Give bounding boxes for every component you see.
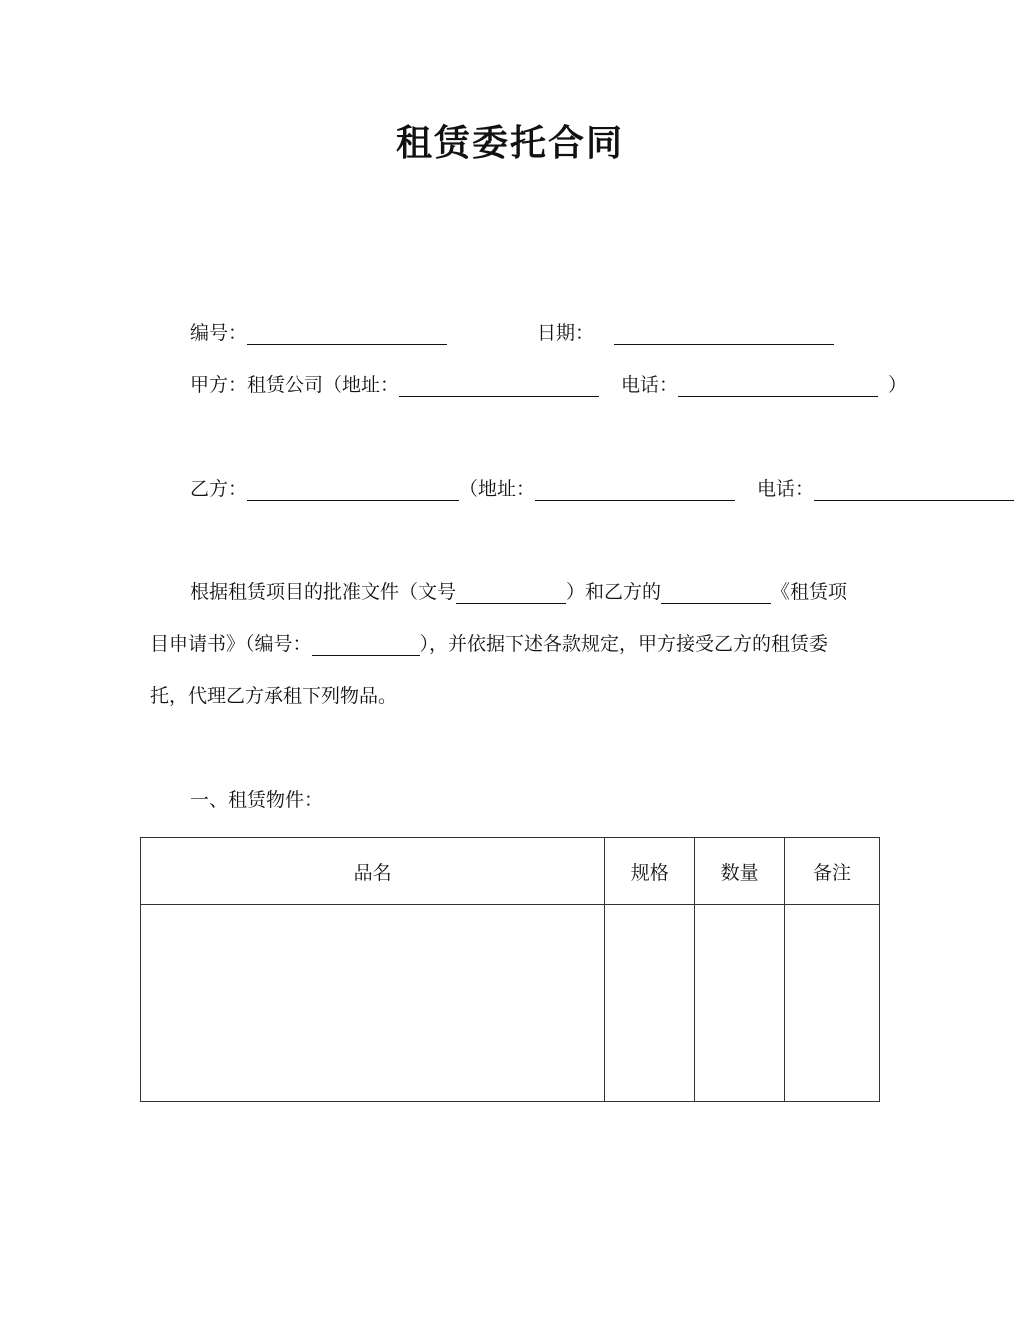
number-blank[interactable] <box>247 322 447 345</box>
header-spec: 规格 <box>605 838 695 905</box>
party-a-close-paren: ） <box>888 374 908 396</box>
party-a-address-blank[interactable] <box>399 374 599 397</box>
party-b-label: 乙方： <box>190 478 248 500</box>
application-number-blank[interactable] <box>312 633 420 656</box>
document-ref-blank[interactable] <box>456 581 566 604</box>
number-date-row <box>190 318 834 348</box>
cell-spec[interactable] <box>605 905 695 1102</box>
body-line-3: 托，代理乙方承租下列物品。 <box>150 685 398 707</box>
party-b-address-label: （地址： <box>459 478 536 500</box>
date-label: 日期： <box>537 322 595 344</box>
header-item-name: 品名 <box>141 838 605 905</box>
body-line-1 <box>150 577 890 629</box>
body-paragraph <box>150 577 890 733</box>
party-a-phone-label: 电话： <box>621 374 679 396</box>
applicant-blank[interactable] <box>661 581 771 604</box>
party-b-address-blank[interactable] <box>535 478 735 501</box>
body-line-1-part-3: 《租赁项 <box>771 581 848 603</box>
table-row <box>141 905 880 1102</box>
party-a-row <box>190 370 907 400</box>
body-line-1-part-1: 根据租赁项目的批准文件（文号 <box>190 581 457 603</box>
party-b-row <box>190 474 1014 504</box>
header-remarks: 备注 <box>785 838 880 905</box>
party-b-phone-label: 电话： <box>757 478 815 500</box>
body-line-2 <box>150 629 890 681</box>
section-1-heading: 一、租赁物件： <box>190 789 324 811</box>
party-a-label: 甲方：租赁公司（地址： <box>190 374 400 396</box>
date-blank[interactable] <box>614 322 834 345</box>
cell-item-name[interactable] <box>141 905 605 1102</box>
party-a-phone-blank[interactable] <box>678 374 878 397</box>
header-quantity: 数量 <box>695 838 785 905</box>
cell-quantity[interactable] <box>695 905 785 1102</box>
lease-items-table <box>140 837 880 1102</box>
body-line-2-part-1: 目申请书》（编号： <box>150 633 312 655</box>
number-label: 编号： <box>190 322 248 344</box>
document-title: 租赁委托合同 <box>395 123 624 164</box>
party-b-phone-blank[interactable] <box>814 478 1014 501</box>
cell-remarks[interactable] <box>785 905 880 1102</box>
table-header-row <box>141 838 880 905</box>
body-line-1-part-2: ）和乙方的 <box>566 581 662 603</box>
body-line-2-part-2: ），并依据下述各款规定，甲方接受乙方的租赁委 <box>419 633 829 655</box>
party-b-name-blank[interactable] <box>247 478 459 501</box>
